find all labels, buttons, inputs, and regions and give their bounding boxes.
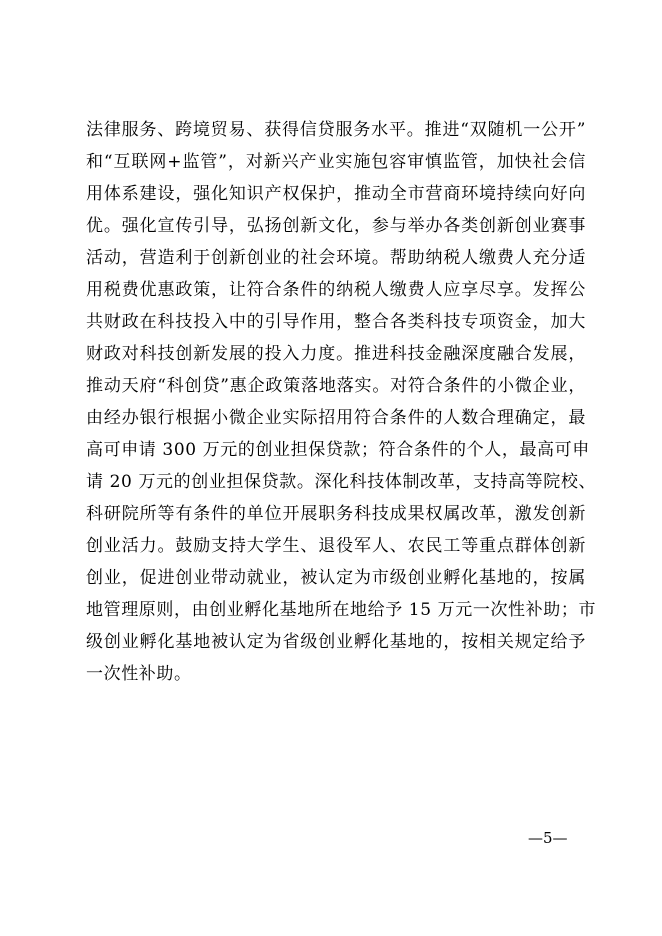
text-line: 和“互联网+监管”，对新兴产业实施包容审慎监管，加快社会信 bbox=[86, 152, 586, 172]
text-line: 财政对科技创新发展的投入力度。推进科技金融深度融合发展， bbox=[86, 344, 586, 364]
text-line: 创业活力。鼓励支持大学生、退役军人、农民工等重点群体创新 bbox=[86, 536, 586, 556]
text-line: 活动，营造利于创新创业的社会环境。帮助纳税人缴费人充分适 bbox=[86, 248, 586, 268]
text-line: 级创业孵化基地被认定为省级创业孵化基地的，按相关规定给予 bbox=[86, 632, 586, 652]
text-line: 请 20 万元的创业担保贷款。深化科技体制改革，支持高等院校、 bbox=[86, 472, 597, 492]
text-line: 高可申请 300 万元的创业担保贷款；符合条件的个人，最高可申 bbox=[86, 440, 590, 460]
text-line: 法律服务、跨境贸易、获得信贷服务水平。推进“双随机一公开” bbox=[86, 120, 586, 140]
text-line: 优。强化宣传引导，弘扬创新文化，参与举办各类创新创业赛事 bbox=[86, 216, 586, 236]
text-line: 地管理原则，由创业孵化基地所在地给予 15 万元一次性补助；市 bbox=[86, 600, 597, 620]
text-line: 由经办银行根据小微企业实际招用符合条件的人数合理确定，最 bbox=[86, 408, 586, 428]
text-line: 科研院所等有条件的单位开展职务科技成果权属改革，激发创新 bbox=[86, 504, 586, 524]
text-line: 用体系建设，强化知识产权保护，推动全市营商环境持续向好向 bbox=[86, 184, 586, 204]
body-paragraph bbox=[86, 114, 597, 690]
text-line: 创业，促进创业带动就业，被认定为市级创业孵化基地的，按属 bbox=[86, 568, 586, 588]
text-line: 用税费优惠政策，让符合条件的纳税人缴费人应享尽享。发挥公 bbox=[86, 280, 586, 300]
page-number: —5— bbox=[528, 829, 568, 847]
text-line: 推动天府“科创贷”惠企政策落地落实。对符合条件的小微企业， bbox=[86, 376, 586, 396]
text-line: 共财政在科技投入中的引导作用，整合各类科技专项资金，加大 bbox=[86, 312, 586, 332]
text-line: 一次性补助。 bbox=[86, 664, 192, 684]
